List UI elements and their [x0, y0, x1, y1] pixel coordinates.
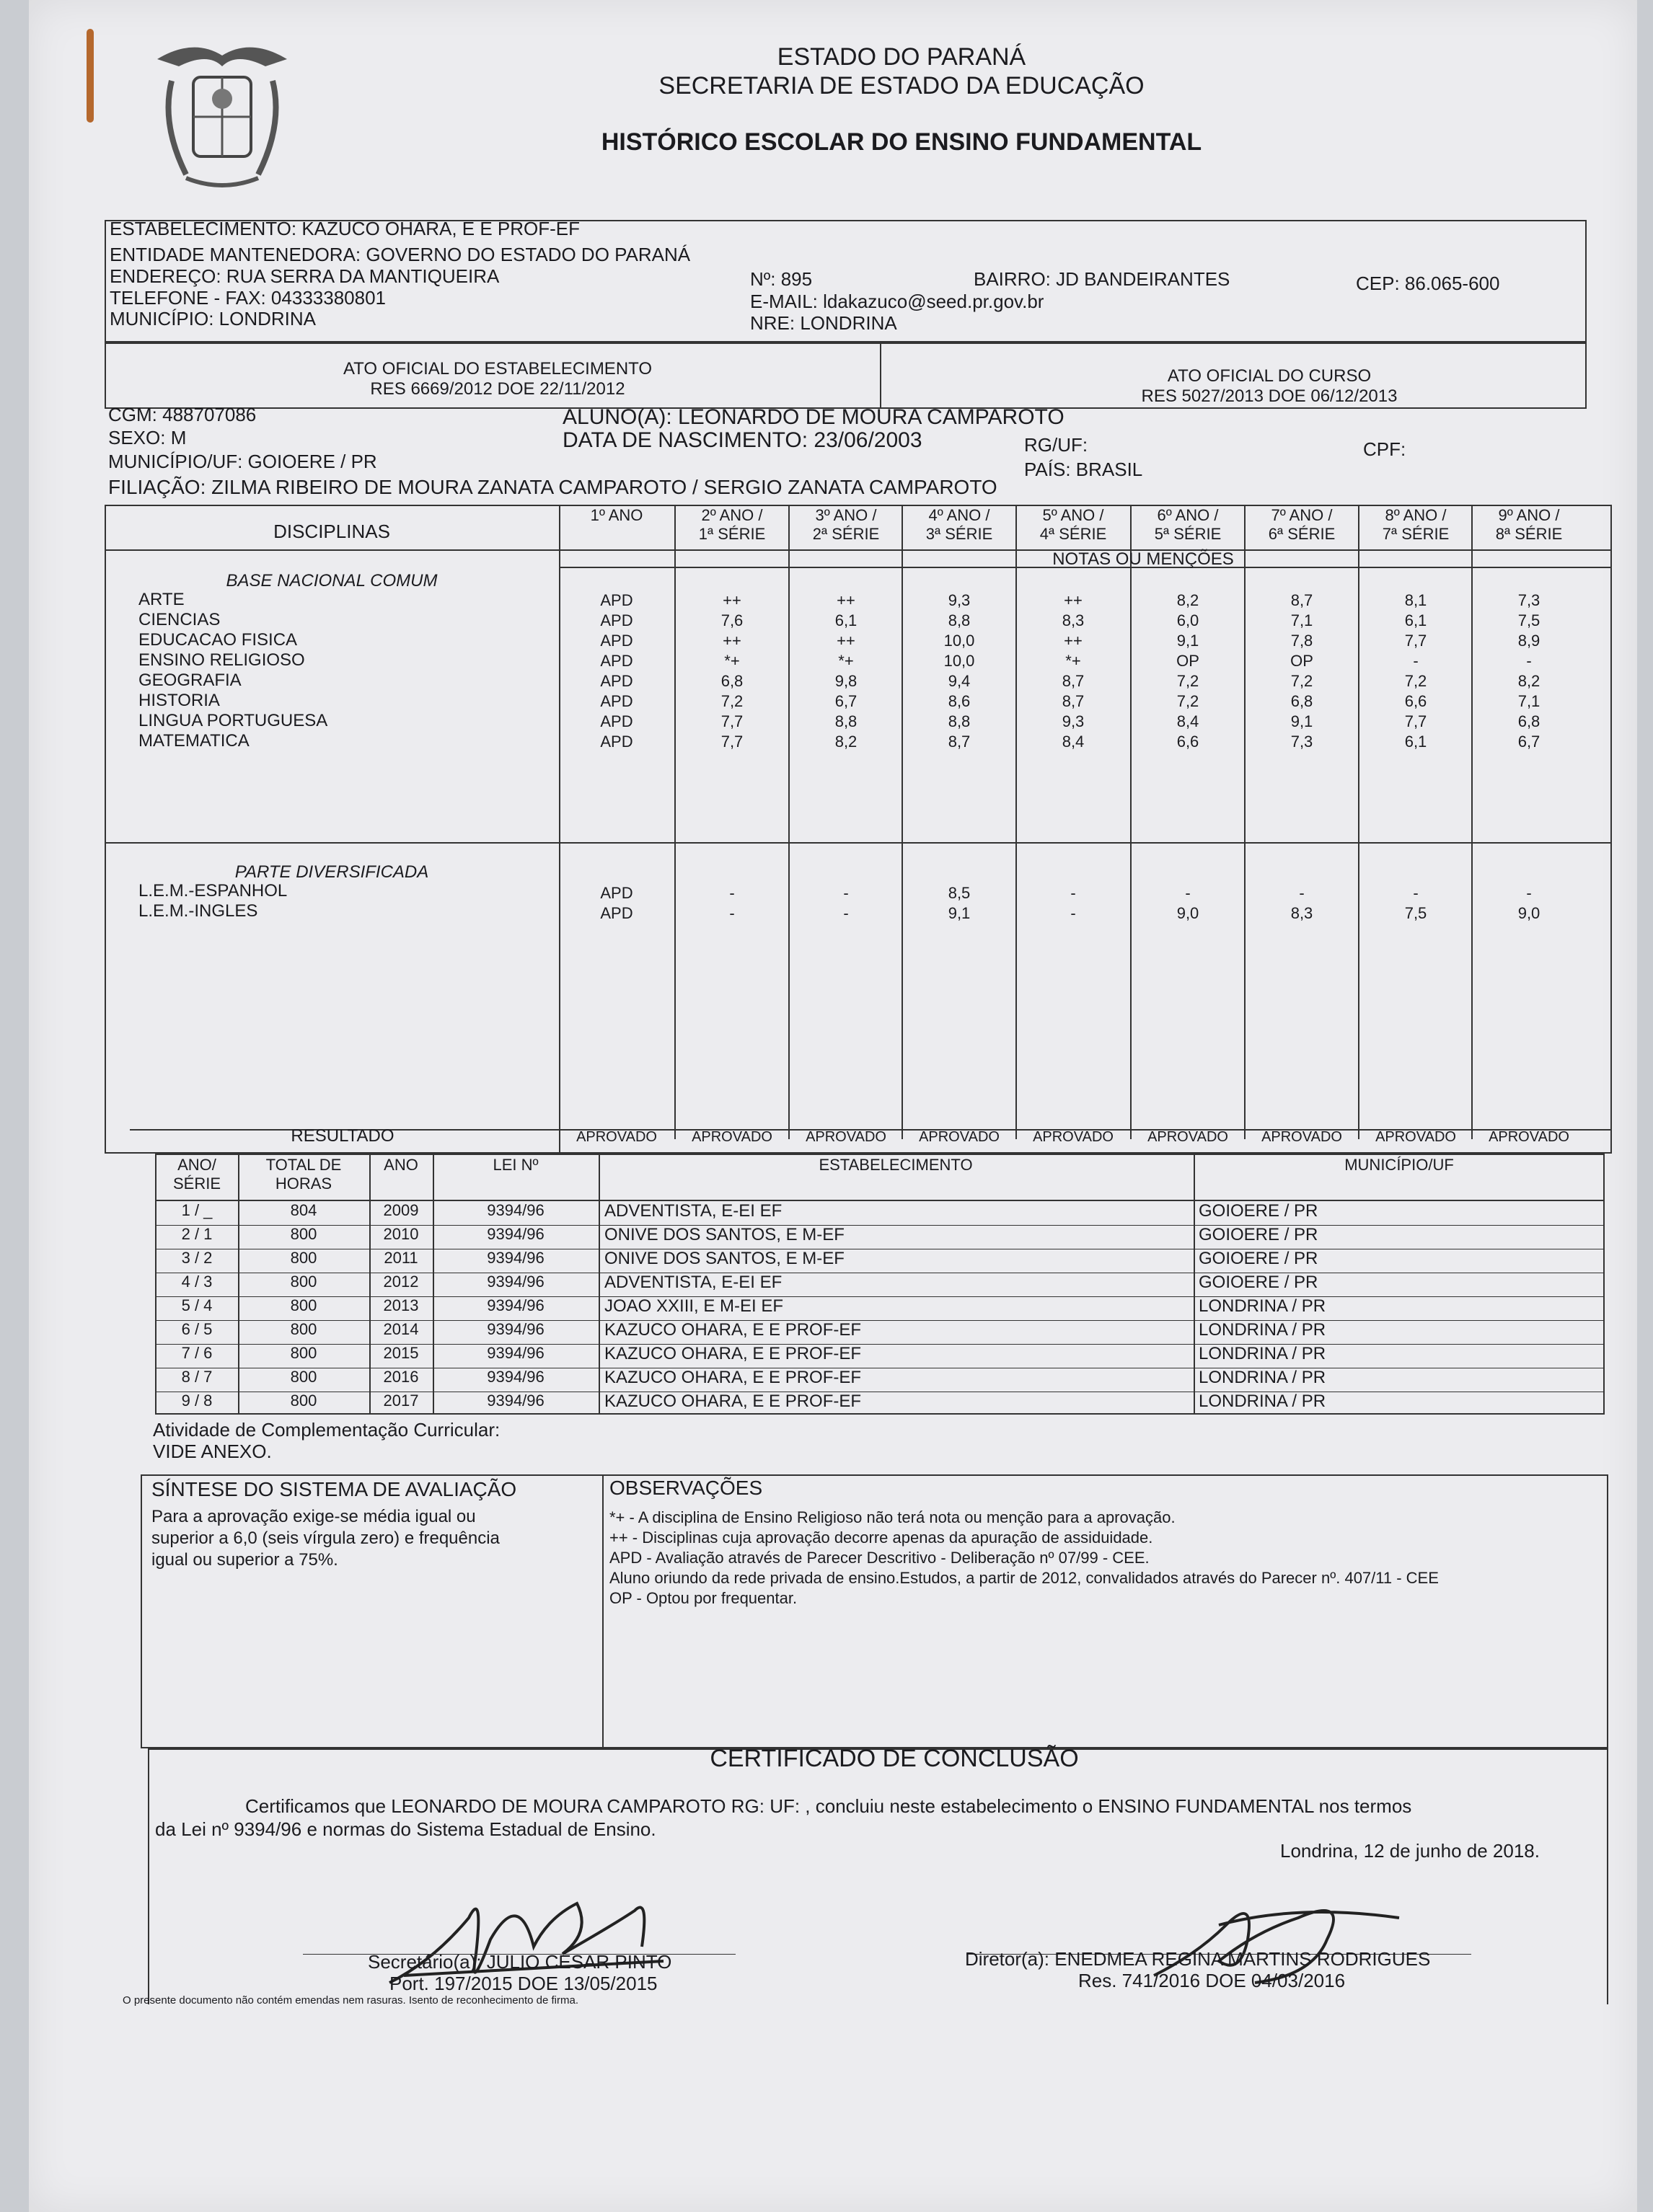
certificate-line-1: Certificamos que LEONARDO DE MOURA CAMPAROTO RG: UF: , concluiu neste estabelecimento o ENSINO FUNDAMENTAL nos termos — [245, 1795, 1412, 1817]
history-hours: 800 — [290, 1249, 317, 1267]
history-city: LONDRINA / PR — [1199, 1320, 1326, 1340]
history-serie: 1 / _ — [181, 1201, 213, 1219]
subject-name: LINGUA PORTUGUESA — [138, 711, 328, 730]
history-year: 2011 — [384, 1249, 418, 1267]
grade-cell: 8,8 — [834, 712, 858, 730]
history-city: GOIOERE / PR — [1199, 1273, 1318, 1292]
city: MUNICÍPIO: LONDRINA — [110, 308, 317, 329]
history-header-serie: ANO/ SÉRIE — [172, 1156, 221, 1193]
serie-header: 8ª SÉRIE — [1495, 525, 1563, 543]
history-school: KAZUCO OHARA, E E PROF-EF — [604, 1344, 862, 1363]
observation-line: Aluno oriundo da rede privada de ensino.Estudos, a partir de 2012, convalidados através do Parecer nº. 407/11 - CEE — [609, 1569, 1439, 1587]
history-serie: 2 / 1 — [181, 1225, 213, 1243]
synthesis-title: SÍNTESE DO SISTEMA DE AVALIAÇÃO — [151, 1478, 517, 1500]
history-school: ONIVE DOS SANTOS, E M-EF — [604, 1225, 845, 1244]
history-school: KAZUCO OHARA, E E PROF-EF — [604, 1368, 862, 1387]
grade-cell: - — [843, 904, 849, 922]
grade-cell: 8,6 — [948, 692, 971, 710]
email: E-MAIL: ldakazuco@seed.pr.gov.br — [750, 291, 1044, 312]
grade-cell: 7,1 — [1290, 611, 1313, 629]
grade-cell: 9,3 — [1062, 712, 1085, 730]
grade-cell: OP — [1290, 652, 1313, 670]
grade-cell: 6,6 — [1176, 733, 1199, 751]
rg-uf: RG/UF: — [1024, 434, 1088, 456]
serie-header: 6ª SÉRIE — [1268, 525, 1336, 543]
result-cell: APROVADO — [919, 1129, 1000, 1145]
grade-cell: 7,5 — [1517, 611, 1540, 629]
grade-cell: 10,0 — [943, 632, 975, 650]
grade-cell: 10,0 — [943, 652, 975, 670]
result-cell: APROVADO — [1489, 1129, 1569, 1145]
history-year: 2015 — [383, 1344, 419, 1362]
maintaining-entity: ENTIDADE MANTENEDORA: GOVERNO DO ESTADO DO PARANÁ — [110, 244, 691, 265]
result-label: RESULTADO — [291, 1126, 394, 1146]
birth-date: DATA DE NASCIMENTO: 23/06/2003 — [563, 428, 922, 452]
result-cell: APROVADO — [576, 1129, 657, 1145]
history-year: 2014 — [383, 1320, 419, 1338]
subject-name: ENSINO RELIGIOSO — [138, 650, 305, 670]
history-header-city: MUNICÍPIO/UF — [1344, 1156, 1454, 1174]
history-hours: 800 — [290, 1392, 317, 1410]
grade-cell: 9,1 — [1176, 632, 1199, 650]
history-year: 2013 — [383, 1296, 419, 1314]
subject-name: ARTE — [138, 590, 185, 609]
grade-cell: 8,7 — [1062, 692, 1085, 710]
history-serie: 4 / 3 — [181, 1273, 213, 1291]
history-serie: 6 / 5 — [181, 1320, 213, 1338]
history-city: GOIOERE / PR — [1199, 1201, 1318, 1221]
grade-cell: 7,7 — [720, 733, 744, 751]
grade-cell: OP — [1176, 652, 1199, 670]
history-year: 2010 — [383, 1225, 419, 1243]
history-city: LONDRINA / PR — [1199, 1344, 1326, 1363]
history-header-school: ESTABELECIMENTO — [819, 1156, 973, 1174]
grade-cell: - — [1413, 652, 1419, 670]
synthesis-line: igual ou superior a 75%. — [151, 1550, 338, 1570]
country: PAÍS: BRASIL — [1024, 459, 1143, 480]
document-title: HISTÓRICO ESCOLAR DO ENSINO FUNDAMENTAL — [601, 128, 1202, 156]
grade-cell: 6,7 — [834, 692, 858, 710]
grade-cell: 7,2 — [1404, 672, 1427, 690]
address: ENDEREÇO: RUA SERRA DA MANTIQUEIRA — [110, 265, 500, 287]
history-school: ADVENTISTA, E-EI EF — [604, 1201, 783, 1221]
history-law: 9394/96 — [487, 1273, 545, 1291]
subject-name: EDUCACAO FISICA — [138, 630, 298, 650]
history-hours: 800 — [290, 1225, 317, 1243]
grade-cell: - — [1070, 904, 1076, 922]
grade-cell: *+ — [724, 652, 740, 670]
grade-cell: 8,9 — [1517, 632, 1540, 650]
grade-cell: 9,4 — [948, 672, 971, 690]
grade-cell: 6,8 — [1517, 712, 1540, 730]
diversified-section-label: PARTE DIVERSIFICADA — [234, 862, 429, 882]
serie-header: 2ª SÉRIE — [812, 525, 880, 543]
year-header: 1º ANO — [590, 506, 643, 524]
history-hours: 800 — [290, 1344, 317, 1362]
result-cell: APROVADO — [1375, 1129, 1456, 1145]
year-header: 4º ANO / — [928, 506, 990, 524]
grade-cell: - — [729, 884, 735, 902]
history-hours: 800 — [290, 1273, 317, 1291]
grade-cell: 7,1 — [1517, 692, 1540, 710]
year-header: 9º ANO / — [1498, 506, 1560, 524]
subject-name: GEOGRAFIA — [138, 671, 242, 690]
grade-cell: 6,8 — [720, 672, 744, 690]
grade-cell: - — [1299, 884, 1305, 902]
director-name: Diretor(a): ENEDMEA REGINA MARTINS RODRIGUES — [965, 1948, 1431, 1970]
establishment-act-value: RES 6669/2012 DOE 22/11/2012 — [370, 379, 625, 399]
year-header: 5º ANO / — [1042, 506, 1104, 524]
grade-cell: APD — [600, 884, 633, 902]
student-name: ALUNO(A): LEONARDO DE MOURA CAMPAROTO — [563, 405, 1064, 429]
serie-header: 3ª SÉRIE — [925, 525, 993, 543]
birthplace: MUNICÍPIO/UF: GOIOERE / PR — [108, 451, 377, 472]
grade-cell: *+ — [838, 652, 854, 670]
grade-cell: - — [1526, 884, 1532, 902]
complement-value: VIDE ANEXO. — [153, 1441, 272, 1462]
grade-cell: 7,7 — [1404, 712, 1427, 730]
parana-coat-of-arms — [150, 37, 294, 196]
secretariat-name: SECRETARIA DE ESTADO DA EDUCAÇÃO — [658, 72, 1145, 99]
grade-cell: ++ — [837, 591, 855, 609]
synthesis-line: superior a 6,0 (seis vírgula zero) e frequência — [151, 1529, 500, 1548]
complement-label: Atividade de Complementação Curricular: — [153, 1419, 501, 1441]
history-serie: 9 / 8 — [181, 1392, 213, 1410]
district: BAIRRO: JD BANDEIRANTES — [974, 268, 1230, 290]
grade-cell: 7,2 — [720, 692, 744, 710]
history-city: GOIOERE / PR — [1199, 1249, 1318, 1268]
result-cell: APROVADO — [806, 1129, 886, 1145]
year-header: 6º ANO / — [1157, 506, 1219, 524]
history-year: 2017 — [383, 1392, 419, 1410]
observation-line: ++ - Disciplinas cuja aprovação decorre apenas da apuração de assiduidade. — [609, 1529, 1153, 1547]
grade-cell: APD — [600, 611, 633, 629]
history-header-year: ANO — [384, 1156, 418, 1174]
history-law: 9394/96 — [487, 1296, 545, 1314]
phone-fax: TELEFONE - FAX: 04333380801 — [110, 287, 386, 309]
grade-cell: 7,7 — [1404, 632, 1427, 650]
history-header-hours: TOTAL DE HORAS — [265, 1156, 342, 1193]
history-serie: 8 / 7 — [181, 1368, 213, 1386]
grade-cell: APD — [600, 672, 633, 690]
certificate-title: CERTIFICADO DE CONCLUSÃO — [710, 1745, 1079, 1772]
grade-cell: 7,3 — [1290, 733, 1313, 751]
history-city: GOIOERE / PR — [1199, 1225, 1318, 1244]
grade-cell: 7,3 — [1517, 591, 1540, 609]
grade-cell: APD — [600, 733, 633, 751]
result-cell: APROVADO — [1147, 1129, 1228, 1145]
history-school: JOAO XXIII, E M-EI EF — [604, 1296, 784, 1316]
subject-name: L.E.M.-INGLES — [138, 901, 258, 921]
grade-cell: 9,3 — [948, 591, 971, 609]
establishment: ESTABELECIMENTO: KAZUCO OHARA, E E PROF-EF — [110, 218, 581, 239]
history-city: LONDRINA / PR — [1199, 1296, 1326, 1316]
history-year: 2016 — [383, 1368, 419, 1386]
street-number: Nº: 895 — [750, 268, 813, 290]
grade-cell: 8,1 — [1404, 591, 1427, 609]
grade-cell: APD — [600, 692, 633, 710]
grade-cell: - — [1185, 884, 1191, 902]
cgm: CGM: 488707086 — [108, 404, 257, 425]
grade-cell: - — [1070, 884, 1076, 902]
footer-note: O presente documento não contém emendas nem rasuras. Isento de reconhecimento de firma. — [123, 1994, 579, 2007]
state-name: ESTADO DO PARANÁ — [777, 43, 1026, 71]
cep: CEP: 86.065-600 — [1356, 273, 1500, 294]
grade-cell: - — [1413, 884, 1419, 902]
history-serie: 5 / 4 — [181, 1296, 213, 1314]
history-law: 9394/96 — [487, 1392, 545, 1410]
grade-cell: 8,2 — [834, 733, 858, 751]
serie-header: 1ª SÉRIE — [698, 525, 766, 543]
history-city: LONDRINA / PR — [1199, 1368, 1326, 1387]
history-header-law: LEI Nº — [493, 1156, 539, 1174]
serie-header: 4ª SÉRIE — [1039, 525, 1107, 543]
grade-cell: 9,1 — [948, 904, 971, 922]
staple — [87, 29, 94, 123]
grade-cell: APD — [600, 904, 633, 922]
history-year: 2012 — [383, 1273, 419, 1291]
year-header: 2º ANO / — [701, 506, 763, 524]
sex: SEXO: M — [108, 427, 187, 448]
grade-cell: 7,2 — [1290, 672, 1313, 690]
history-school: KAZUCO OHARA, E E PROF-EF — [604, 1392, 862, 1411]
grade-cell: - — [729, 904, 735, 922]
observation-line: *+ - A disciplina de Ensino Religioso não terá nota ou menção para a aprovação. — [609, 1508, 1176, 1526]
certificate-line-2: da Lei nº 9394/96 e normas do Sistema Estadual de Ensino. — [155, 1818, 656, 1840]
year-header: 7º ANO / — [1271, 506, 1333, 524]
history-school: KAZUCO OHARA, E E PROF-EF — [604, 1320, 862, 1340]
history-law: 9394/96 — [487, 1201, 545, 1219]
history-serie: 3 / 2 — [181, 1249, 213, 1267]
course-act-value: RES 5027/2013 DOE 06/12/2013 — [1141, 386, 1398, 406]
place-and-date: Londrina, 12 de junho de 2018. — [1280, 1840, 1540, 1862]
serie-header: 5ª SÉRIE — [1154, 525, 1222, 543]
grade-cell: APD — [600, 591, 633, 609]
subject-name: HISTORIA — [138, 691, 220, 710]
year-header: 3º ANO / — [815, 506, 877, 524]
grade-cell: 9,0 — [1517, 904, 1540, 922]
secretary-ordinance: Port. 197/2015 DOE 13/05/2015 — [389, 1973, 658, 1994]
grade-cell: ++ — [723, 632, 741, 650]
history-law: 9394/96 — [487, 1225, 545, 1243]
grade-cell: 8,7 — [1062, 672, 1085, 690]
result-cell: APROVADO — [692, 1129, 772, 1145]
history-hours: 800 — [290, 1296, 317, 1314]
grade-cell: - — [843, 884, 849, 902]
history-law: 9394/96 — [487, 1320, 545, 1338]
grade-cell: 7,2 — [1176, 672, 1199, 690]
grade-cell: 6,1 — [1404, 611, 1427, 629]
serie-header: 7ª SÉRIE — [1382, 525, 1450, 543]
history-law: 9394/96 — [487, 1249, 545, 1267]
subject-name: MATEMATICA — [138, 731, 250, 751]
history-school: ADVENTISTA, E-EI EF — [604, 1273, 783, 1292]
grade-cell: 8,7 — [1290, 591, 1313, 609]
history-serie: 7 / 6 — [181, 1344, 213, 1362]
grade-cell: 8,4 — [1062, 733, 1085, 751]
grade-cell: 8,8 — [948, 712, 971, 730]
grade-cell: *+ — [1065, 652, 1081, 670]
synthesis-line: Para a aprovação exige-se média igual ou — [151, 1507, 476, 1526]
grade-cell: 8,3 — [1290, 904, 1313, 922]
result-cell: APROVADO — [1261, 1129, 1342, 1145]
cpf: CPF: — [1363, 438, 1406, 460]
history-city: LONDRINA / PR — [1199, 1392, 1326, 1411]
grade-cell: 6,1 — [834, 611, 858, 629]
filiation: FILIAÇÃO: ZILMA RIBEIRO DE MOURA ZANATA CAMPAROTO / SERGIO ZANATA CAMPAROTO — [108, 476, 997, 498]
observation-line: APD - Avaliação através de Parecer Descritivo - Deliberação nº 07/99 - CEE. — [609, 1549, 1150, 1567]
establishment-act-label: ATO OFICIAL DO ESTABELECIMENTO — [343, 359, 653, 379]
year-header: 8º ANO / — [1385, 506, 1447, 524]
result-cell: APROVADO — [1033, 1129, 1114, 1145]
grade-cell: 7,6 — [720, 611, 744, 629]
grade-cell: APD — [600, 712, 633, 730]
course-act-label: ATO OFICIAL DO CURSO — [1167, 366, 1372, 386]
grade-cell: ++ — [723, 591, 741, 609]
grade-cell: 7,2 — [1176, 692, 1199, 710]
grade-cell: 6,1 — [1404, 733, 1427, 751]
secretary-name: Secretário(a): JULIO CÉSAR PINTO — [368, 1951, 672, 1973]
history-hours: 800 — [290, 1320, 317, 1338]
grade-cell: 6,6 — [1404, 692, 1427, 710]
disciplines-header: DISCIPLINAS — [273, 521, 390, 542]
grade-cell: 6,7 — [1517, 733, 1540, 751]
history-school: ONIVE DOS SANTOS, E M-EF — [604, 1249, 845, 1268]
director-resolution: Res. 741/2016 DOE 04/03/2016 — [1078, 1970, 1346, 1991]
history-year: 2009 — [383, 1201, 419, 1219]
notes-header: NOTAS OU MENÇÕES — [1052, 549, 1234, 569]
grade-cell: ++ — [1064, 632, 1083, 650]
grade-cell: 8,7 — [948, 733, 971, 751]
grade-cell: 6,8 — [1290, 692, 1313, 710]
grade-cell: 9,0 — [1176, 904, 1199, 922]
document-page — [29, 0, 1637, 2212]
history-hours: 804 — [290, 1201, 317, 1219]
subject-name: L.E.M.-ESPANHOL — [138, 881, 288, 901]
history-law: 9394/96 — [487, 1344, 545, 1362]
grade-cell: 8,4 — [1176, 712, 1199, 730]
grade-cell: 8,2 — [1176, 591, 1199, 609]
grade-cell: 8,2 — [1517, 672, 1540, 690]
grade-cell: 7,8 — [1290, 632, 1313, 650]
history-hours: 800 — [290, 1368, 317, 1386]
subject-name: CIENCIAS — [138, 610, 221, 629]
grade-cell: 9,8 — [834, 672, 858, 690]
history-law: 9394/96 — [487, 1368, 545, 1386]
grade-cell: 8,8 — [948, 611, 971, 629]
grade-cell: - — [1526, 652, 1532, 670]
base-section-label: BASE NACIONAL COMUM — [226, 571, 438, 590]
grade-cell: 8,3 — [1062, 611, 1085, 629]
grade-cell: 6,0 — [1176, 611, 1199, 629]
grade-cell: APD — [600, 632, 633, 650]
observation-line: OP - Optou por frequentar. — [609, 1589, 798, 1607]
nre: NRE: LONDRINA — [750, 312, 897, 334]
grade-cell: ++ — [1064, 591, 1083, 609]
grade-cell: 8,5 — [948, 884, 971, 902]
grade-cell: 9,1 — [1290, 712, 1313, 730]
observations-title: OBSERVAÇÕES — [609, 1477, 763, 1499]
grade-cell: 7,7 — [720, 712, 744, 730]
grade-cell: APD — [600, 652, 633, 670]
grade-cell: ++ — [837, 632, 855, 650]
grade-cell: 7,5 — [1404, 904, 1427, 922]
